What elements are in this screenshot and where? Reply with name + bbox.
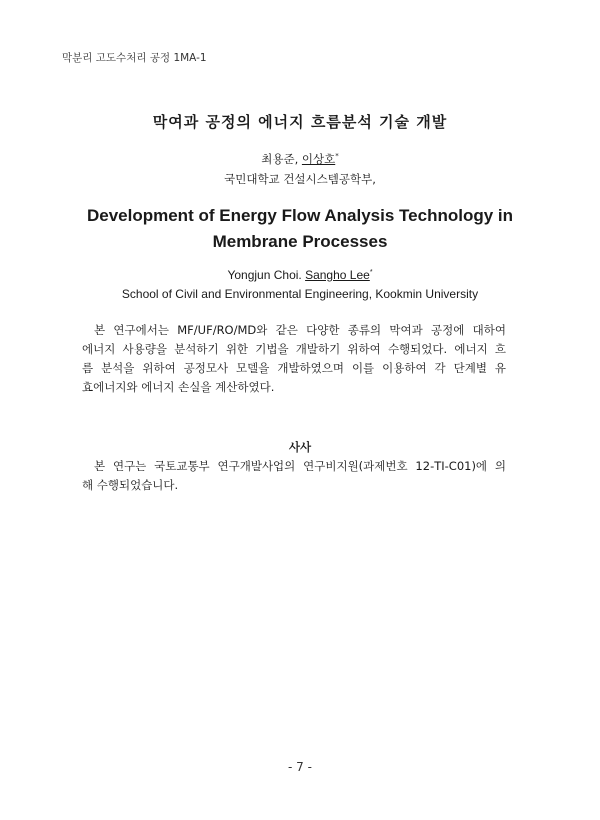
title-english-line: Membrane Processes (212, 232, 388, 251)
corresponding-author-mark: * (369, 269, 373, 276)
acknowledgement-heading: 사사 (288, 440, 312, 454)
abstract-line: 름 분석을 위하여 공정모사 모델을 개발하였으며 이를 이용하여 각 단계별 유 (82, 361, 506, 375)
acknowledgement-body (82, 457, 506, 495)
abstract-line: 본 연구에서는 MF/UF/RO/MD와 같은 다양한 종류의 막여과 공정에 대하여 (94, 323, 506, 337)
title-english (60, 203, 540, 255)
title-korean: 막여과 공정의 에너지 흐름분석 기술 개발 (152, 113, 448, 131)
affiliation-english: School of Civil and Environmental Engineering, Kookmin University (121, 287, 479, 301)
corresponding-author-name: 이상호 (301, 152, 336, 166)
acknowledgement-line: 해 수행되었습니다. (82, 478, 179, 492)
abstract-line: 에너지 사용량을 분석하기 위한 기법을 개발하기 위하여 수행되었다. 에너지 흐 (82, 342, 506, 356)
page-number: - 7 - (288, 760, 312, 774)
corresponding-author-mark: * (335, 152, 339, 160)
acknowledgement-line: 본 연구는 국토교통부 연구개발사업의 연구비지원(과제번호 12-TI-C01)에 의 (94, 459, 506, 473)
title-english-line: Development of Energy Flow Analysis Technology in (86, 206, 513, 225)
author-name: Yongjun Choi. (227, 268, 306, 282)
authors-english (0, 268, 600, 282)
authors-korean (0, 151, 600, 167)
running-header: 막분리 고도수처리 공정 1MA-1 (62, 52, 207, 64)
affiliation-korean: 국민대학교 건설시스템공학부, (224, 172, 376, 186)
abstract-line: 효에너지와 에너지 손실을 계산하였다. (82, 380, 275, 394)
corresponding-author-name: Sangho Lee (305, 268, 370, 282)
abstract (82, 321, 506, 397)
author-name: 최용준, (261, 152, 302, 166)
